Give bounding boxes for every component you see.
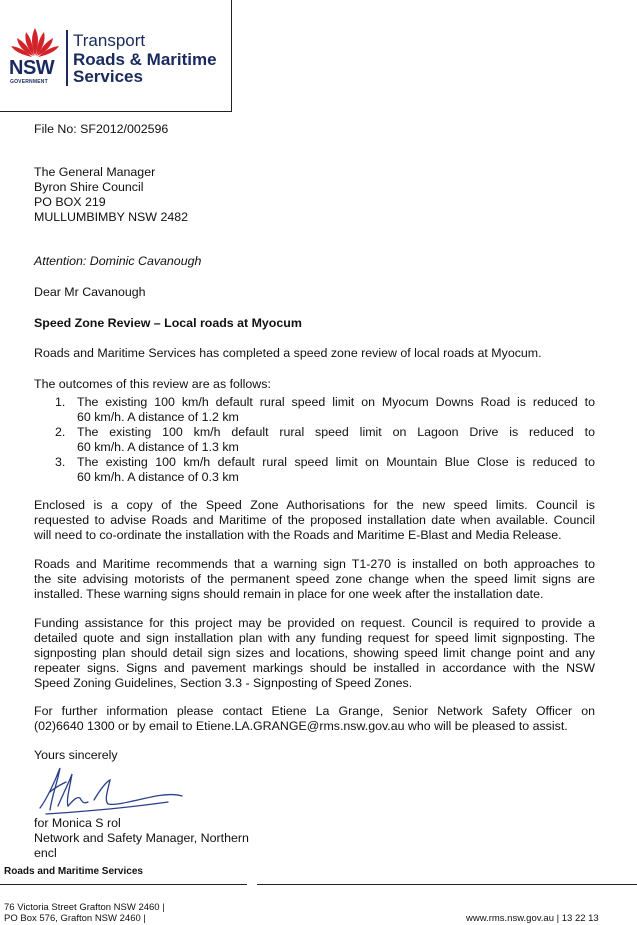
list-item [77,455,595,485]
brand-transport: Transport [73,31,146,50]
paragraph-funding [34,616,595,691]
outcomes-lead: The outcomes of this review are as follows: [34,377,271,391]
paragraph-line: detailed quote and sign installation plan with any funding request for speed limit signposting. The [34,631,595,645]
paragraph-line: signposting plan should detail sign sizes and locations, showing speed limit change point and any [34,646,595,660]
paragraph-line: Funding assistance for this project may be provided on request. Council is required to provide a [34,616,595,630]
paragraph-contact [34,704,595,734]
paragraph-line: the site advising motorists of the permanent speed zone change when the speed limit signs are [34,572,595,586]
address-line: PO BOX 219 [34,195,106,209]
paragraph-line: Speed Zoning Guidelines, Section 3.3 - Signposting of Speed Zones. [34,676,413,690]
footer-po-box: PO Box 576, Grafton NSW 2460 | [4,913,146,924]
intro-paragraph: Roads and Maritime Services has completed a speed zone review of local roads at Myocum. [34,346,542,360]
paragraph-line: repeater signs. Signs and pavement markings should be installed in accordance with the NSW [34,661,595,675]
salutation: Dear Mr Cavanough [34,285,146,299]
list-item-line: 60 km/h. A distance of 0.3 km [77,470,239,484]
address-line: Byron Shire Council [34,180,144,194]
signatory-title: Network and Safety Manager, Northern [34,831,249,845]
footer-org: Roads and Maritime Services [4,866,143,877]
footer-website-phone: www.rms.nsw.gov.au | 13 22 13 [466,913,599,924]
address-line: The General Manager [34,165,156,179]
letterhead [0,0,232,112]
paragraph-line: For further information please contact Etiene La Grange, Senior Network Safety Officer on [34,704,595,718]
file-number: File No: SF2012/002596 [34,122,169,136]
nsw-wordmark: NSW [9,57,55,79]
footer-divider [257,884,637,885]
brand-services: Services [73,67,143,86]
list-number: 2. [55,425,66,439]
subject-heading: Speed Zone Review – Local roads at Myocum [34,316,302,330]
attention-line: Attention: Dominic Cavanough [34,254,202,268]
paragraph-line: (02)6640 1300 or by email to Etiene.LA.GRANGE@rms.nsw.gov.au who will be pleased to assist. [34,719,568,733]
list-item-line: The existing 100 km/h default rural speed limit on Lagoon Drive is reduced to [77,425,595,439]
list-item-line: 60 km/h. A distance of 1.3 km [77,440,239,454]
paragraph-line: Enclosed is a copy of the Speed Zone Authorisations for the new speed limits. Council is [34,498,595,512]
closing: Yours sincerely [34,748,118,762]
brand-roads-maritime: Roads & Maritime [73,50,217,69]
paragraph-warning [34,557,595,602]
list-item-line: The existing 100 km/h default rural speed limit on Mountain Blue Close is reduced to [77,455,595,469]
list-item-line: The existing 100 km/h default rural speed limit on Myocum Downs Road is reduced to [77,395,595,409]
signatory-name: for Monica S rol [34,816,121,830]
paragraph-line: installed. These warning signs should remain in place for one week after the installation date. [34,587,544,601]
paragraph-line: requested to advise Roads and Maritime of the proposed installation date when available. Council [34,513,595,527]
list-item [77,425,595,455]
enclosure-note: encl [34,846,57,860]
waratah-logo-icon [9,26,61,58]
signature-image [36,762,186,818]
paragraph-enclosed [34,498,595,543]
paragraph-line: Roads and Maritime recommends that a warning sign T1-270 is installed on both approaches to [34,557,595,571]
footer-street-address: 76 Victoria Street Grafton NSW 2460 | [4,902,165,913]
footer-divider [0,884,247,885]
list-item [77,395,595,425]
list-item-line: 60 km/h. A distance of 1.2 km [77,410,239,424]
government-label: GOVERNMENT [10,79,48,85]
logo-divider [66,30,68,86]
list-number: 1. [55,395,66,409]
paragraph-line: will need to co-ordinate the installation with the Roads and Maritime E-Blast and Media Release. [34,528,562,542]
address-line: MULLUMBIMBY NSW 2482 [34,210,189,224]
list-number: 3. [55,455,66,469]
